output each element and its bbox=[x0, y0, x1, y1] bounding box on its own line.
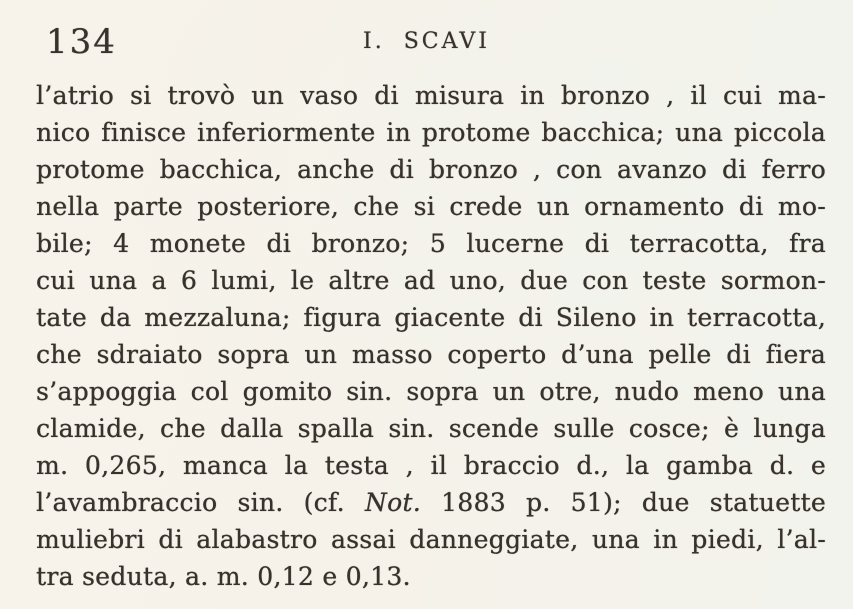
text-line bbox=[36, 410, 826, 447]
body-text-block bbox=[36, 77, 826, 595]
text-line-content: tra seduta, a. m. 0,12 e 0,13. bbox=[36, 562, 411, 591]
text-line-content: 1883 p. 51); due statuette bbox=[421, 488, 826, 517]
text-line-content: bile; 4 monete di bronzo; 5 lucerne di terracotta, fra bbox=[36, 229, 826, 258]
text-line-last bbox=[36, 558, 826, 595]
text-line-content: nico finisce inferiormente in protome bacchica; una piccola bbox=[36, 118, 826, 147]
text-line-content: cui una a 6 lumi, le altre ad uno, due con teste sormon- bbox=[36, 266, 826, 295]
text-line bbox=[36, 373, 826, 410]
text-line bbox=[36, 114, 826, 151]
running-header-title: I. SCAVI bbox=[363, 29, 490, 54]
text-line bbox=[36, 151, 826, 188]
text-line bbox=[36, 262, 826, 299]
page-number: 134 bbox=[46, 22, 117, 62]
text-line bbox=[36, 447, 826, 484]
text-line-content: tate da mezzaluna; figura giacente di Sileno in terracotta, bbox=[36, 303, 826, 332]
text-line-with-citation bbox=[36, 484, 826, 521]
text-line-content: muliebri di alabastro assai danneggiate, una in piedi, l’al- bbox=[36, 525, 826, 554]
text-line-content: nella parte posteriore, che si crede un ornamento di mo- bbox=[36, 192, 826, 221]
text-line-content: che sdraiato sopra un masso coperto d’una pelle di fiera bbox=[36, 340, 826, 369]
text-line bbox=[36, 77, 826, 114]
text-line bbox=[36, 521, 826, 558]
text-line-content: m. 0,265, manca la testa , il braccio d., la gamba d. e bbox=[36, 451, 826, 480]
text-line bbox=[36, 225, 826, 262]
running-head bbox=[0, 24, 853, 68]
text-line bbox=[36, 299, 826, 336]
text-line-content: l’avambraccio sin. (cf. bbox=[36, 488, 365, 517]
text-line-content: protome bacchica, anche di bronzo , con avanzo di ferro bbox=[36, 155, 826, 184]
citation-italic: Not. bbox=[364, 488, 422, 517]
text-line bbox=[36, 188, 826, 225]
text-line-content: clamide, che dalla spalla sin. scende sulle cosce; è lunga bbox=[36, 414, 826, 443]
text-line-content: s’appoggia col gomito sin. sopra un otre, nudo meno una bbox=[36, 377, 826, 406]
text-line bbox=[36, 336, 826, 373]
text-line-content: l’atrio si trovò un vaso di misura in bronzo , il cui ma- bbox=[36, 81, 826, 110]
